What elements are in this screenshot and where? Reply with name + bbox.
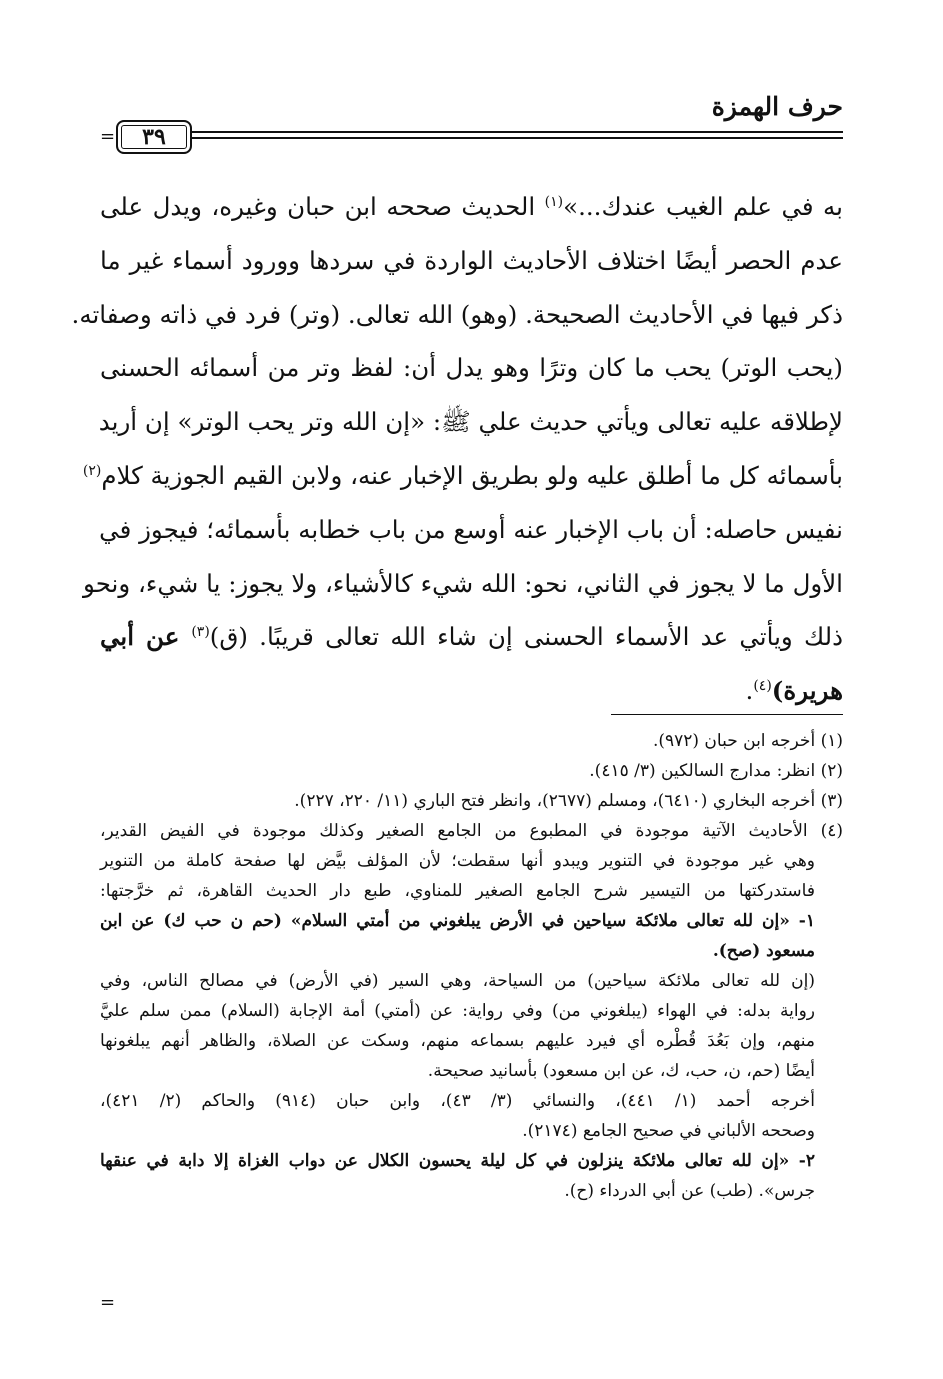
header-rule-mark: =: [100, 126, 116, 147]
footnote-line: وصححه الألباني في صحيح الجامع (٢١٧٤).: [522, 1121, 815, 1141]
page-number: ٣٩: [116, 120, 192, 154]
text-line: ذكر فيها في الأحاديث الصحيحة. (وهو) الله تعالى. (وتر) فرد في ذاته وصفاته.: [71, 299, 843, 329]
header-rule: [100, 120, 843, 152]
text-line: ذلك ويأتي عد الأسماء الحسنى إن شاء الله تعالى قريبًا. (ق)$^{(٣)}$ عن أبي: [100, 622, 844, 652]
text-line: لإطلاقه عليه تعالى ويأتي حديث علي ﷺ: «إن الله وتر يحب الوتر» إن أريد: [98, 407, 843, 437]
text-line: الأول ما لا يجوز في الثاني، نحو: الله شيء كالأشياء، ولا يجوز: يا شيء، ونحو: [83, 568, 843, 598]
footnote-line: (إن لله تعالى ملائكة سياحين) من السياحة، وهي السير (في الأرض) في مصالح الناس، وفي: [100, 971, 815, 991]
footnote-line: جرس». (طب) عن أبي الدرداء (ح).: [564, 1181, 815, 1201]
text-line: عدم الحصر أيضًا اختلاف الأحاديث الواردة في سردها وورود أسماء غير ما: [100, 245, 843, 275]
footnote-line: أيضًا (حم، ن، حب، ك، عن ابن مسعود) بأسانيد صحيحة.: [427, 1061, 815, 1081]
text-line: هريرة)$^{(٤)}$.: [745, 676, 843, 706]
footnote-ref: (٤): [753, 678, 772, 695]
chapter-title: حرف الهمزة: [711, 92, 843, 121]
footnote-line: (٣) أخرجه البخاري (٦٤١٠)، ومسلم (٢٦٧٧)، وانظر فتح الباري (١١/ ٢٢٠، ٢٢٧).: [294, 791, 843, 811]
footnotes: [100, 726, 843, 1206]
page-end-mark: =: [100, 1292, 116, 1313]
header-double-line: [190, 131, 843, 139]
main-text: [71, 180, 844, 718]
footnote-line: ١- «إن لله تعالى ملائكة سياحين في الأرض يبلغوني من أمتي السلام» (حم ن حب ك) عن ابن: [100, 911, 815, 931]
text-line: نفيس حاصله: أن باب الإخبار عنه أوسع من باب خطابه بأسمائه؛ فيجوز في: [99, 514, 843, 544]
text-line: به في علم الغيب عندك...»$^{(١)}$ الحديث صححه ابن حبان وغيره، ويدل على: [100, 192, 844, 221]
footnote-line: ٢- «إن لله تعالى ملائكة ينزلون في كل ليلة يحسون الكلال عن دواب الغزاة إلا دابة في عنقها: [100, 1151, 815, 1171]
footnote-ref: (٣): [191, 624, 210, 641]
footnote-separator: [611, 714, 843, 715]
text-line: (يحب الوتر) يحب ما كان وترًا وهو يدل أن: لفظ وتر من أسمائه الحسنى: [100, 353, 843, 383]
footnote-line: رواية بدله: في الهواء (يبلغوني من) وفي رواية: عن (أمتي) أمة الإجابة (السلام) ممن سلم عليَّ: [100, 1001, 815, 1021]
footnote-ref: (٢): [82, 462, 102, 479]
footnote-line: (١) أخرجه ابن حبان (٩٧٢).: [652, 731, 843, 751]
text-line: بأسمائه كل ما أطلق عليه ولو بطريق الإخبار عنه، ولابن القيم الجوزية كلام$^{(٢)}$: [82, 460, 843, 490]
footnote-line: منهم، وإن بَعُدَ قُطْره أي فيرد عليهم بسماعه منهم، وسكت عن الصلاة، والظاهر أنهم يبلغونها: [100, 1031, 815, 1051]
footnote-line: أخرجه أحمد (١/ ٤٤١)، والنسائي (٣/ ٤٣)، وابن حبان (٩١٤) والحاكم (٢/ ٤٢١)،: [100, 1091, 815, 1111]
footnote-line: فاستدركتها من التيسير شرح الجامع الصغير للمناوي، طبع دار الحديث القاهرة، ثم خرَّجتها:: [100, 881, 815, 901]
footnote-line: وهي غير موجودة في التنوير ويبدو أنها سقطت؛ لأن المؤلف بيَّض لها صفحة كاملة من التنوير: [100, 851, 815, 871]
footnote-line: مسعود (صح).: [712, 941, 815, 961]
footnote-ref: (١): [544, 193, 564, 210]
footnote-line: (٤) الأحاديث الآتية موجودة في المطبوع من الجامع الصغير وكذلك موجودة في الفيض القدير،: [100, 821, 843, 841]
footnote-line: (٢) انظر: مدارج السالكين (٣/ ٤١٥).: [589, 761, 843, 781]
